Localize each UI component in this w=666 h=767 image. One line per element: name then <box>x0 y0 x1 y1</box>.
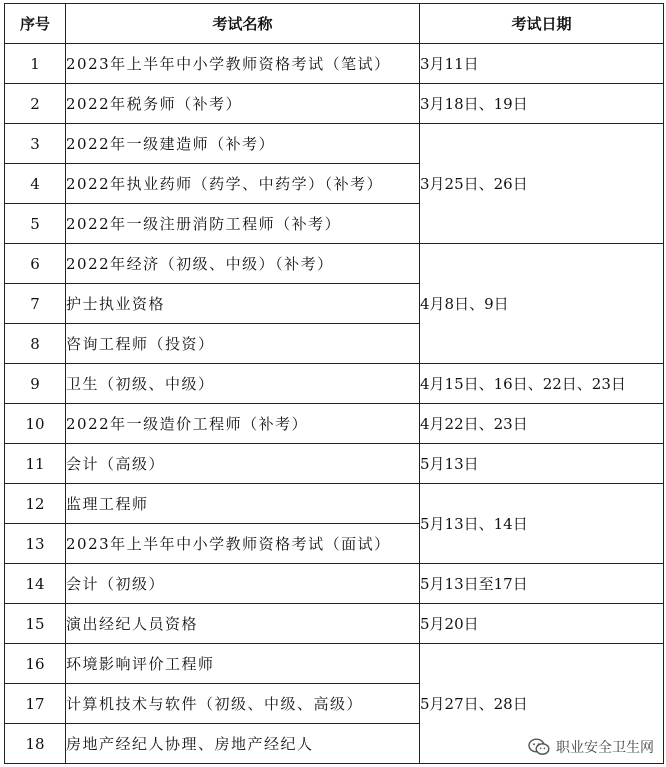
row-no: 17 <box>5 684 66 724</box>
exam-name: 2022年一级造价工程师（补考） <box>66 404 420 444</box>
table-row <box>5 44 664 84</box>
exam-date: 5月13日 <box>420 444 664 484</box>
row-no: 18 <box>5 724 66 764</box>
exam-name: 环境影响评价工程师 <box>66 644 420 684</box>
exam-name: 咨询工程师（投资） <box>66 324 420 364</box>
row-no: 14 <box>5 564 66 604</box>
header-exam-date: 考试日期 <box>420 4 664 44</box>
exam-date: 4月15日、16日、22日、23日 <box>420 364 664 404</box>
table-row <box>5 644 664 684</box>
exam-date: 3月18日、19日 <box>420 84 664 124</box>
exam-name: 护士执业资格 <box>66 284 420 324</box>
watermark-text: 职业安全卫生网 <box>556 740 654 756</box>
row-no: 15 <box>5 604 66 644</box>
table-row <box>5 124 664 164</box>
table-row <box>5 604 664 644</box>
exam-date: 4月8日、9日 <box>420 244 664 364</box>
watermark <box>528 737 654 757</box>
row-no: 13 <box>5 524 66 564</box>
table-row <box>5 444 664 484</box>
table-row <box>5 84 664 124</box>
exam-name: 2023年上半年中小学教师资格考试（笔试） <box>66 44 420 84</box>
row-no: 9 <box>5 364 66 404</box>
exam-date: 5月13日至17日 <box>420 564 664 604</box>
row-no: 1 <box>5 44 66 84</box>
row-no: 10 <box>5 404 66 444</box>
exam-name: 2022年税务师（补考） <box>66 84 420 124</box>
exam-name: 2022年一级注册消防工程师（补考） <box>66 204 420 244</box>
table-row <box>5 364 664 404</box>
header-no: 序号 <box>5 4 66 44</box>
header-exam-name: 考试名称 <box>66 4 420 44</box>
wechat-icon <box>528 738 550 756</box>
exam-name: 演出经纪人员资格 <box>66 604 420 644</box>
exam-date: 3月25日、26日 <box>420 124 664 244</box>
table-row <box>5 404 664 444</box>
exam-date: 5月20日 <box>420 604 664 644</box>
row-no: 12 <box>5 484 66 524</box>
row-no: 16 <box>5 644 66 684</box>
row-no: 8 <box>5 324 66 364</box>
table-row <box>5 484 664 524</box>
table-row <box>5 244 664 284</box>
row-no: 6 <box>5 244 66 284</box>
exam-date: 4月22日、23日 <box>420 404 664 444</box>
exam-date: 5月13日、14日 <box>420 484 664 564</box>
exam-date: 5月27日、28日 <box>420 644 664 764</box>
exam-schedule-table <box>4 3 664 764</box>
exam-name: 2023年上半年中小学教师资格考试（面试） <box>66 524 420 564</box>
row-no: 11 <box>5 444 66 484</box>
row-no: 3 <box>5 124 66 164</box>
exam-name: 房地产经纪人协理、房地产经纪人 <box>66 724 420 764</box>
table-header-row <box>5 4 664 44</box>
row-no: 5 <box>5 204 66 244</box>
exam-date: 3月11日 <box>420 44 664 84</box>
table-row <box>5 564 664 604</box>
exam-name: 监理工程师 <box>66 484 420 524</box>
row-no: 7 <box>5 284 66 324</box>
exam-name: 2022年一级建造师（补考） <box>66 124 420 164</box>
exam-name: 会计（高级） <box>66 444 420 484</box>
exam-name: 计算机技术与软件（初级、中级、高级） <box>66 684 420 724</box>
row-no: 4 <box>5 164 66 204</box>
exam-name: 会计（初级） <box>66 564 420 604</box>
exam-name: 2022年经济（初级、中级）（补考） <box>66 244 420 284</box>
row-no: 2 <box>5 84 66 124</box>
exam-name: 卫生（初级、中级） <box>66 364 420 404</box>
exam-name: 2022年执业药师（药学、中药学）（补考） <box>66 164 420 204</box>
